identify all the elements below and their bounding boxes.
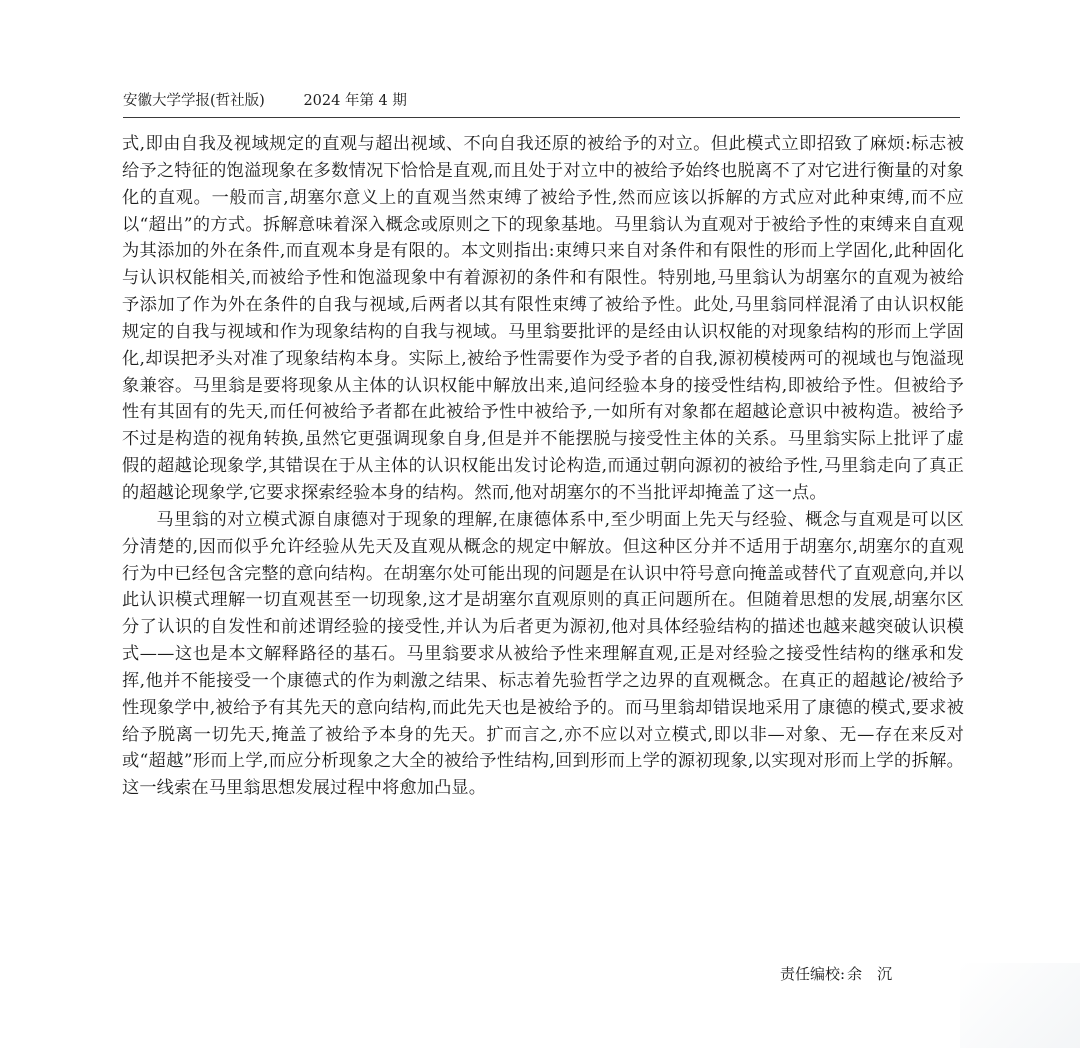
scan-shadow [960,963,1080,1048]
article-body [122,131,964,802]
journal-name: 安徽大学学报(哲社版) [123,93,265,109]
issue-label: 2024 年第 4 期 [303,93,407,109]
editor-name: 余 沉 [847,965,893,983]
editor-credit [780,963,892,985]
editor-label: 责任编校: [780,965,846,983]
running-header [123,91,960,118]
body-paragraph-continued: 式,即由自我及视域规定的直观与超出视域、不向自我还原的被给予的对立。但此模式立即招致了麻烦:标志被给予之特征的饱溢现象在多数情况下恰恰是直观,而且处于对立中的被给予始终也脱离不了对它进行衡量的对象化的直观。一般而言,胡塞尔意义上的直观当然束缚了被给予性,然而应该以拆解的方式应对此种束缚,而不应以“超出”的方式。拆解意味着深入概念或原则之下的现象基地。马里翁认为直观对于被给予性的束缚来自直观为其添加的外在条件,而直观本身是有限的。本文则指出:束缚只来自对条件和有限性的形而上学固化,此种固化与认识权能相关,而被给予性和饱溢现象中有着源初的条件和有限性。特别地,马里翁认为胡塞尔的直观为被给予添加了作为外在条件的自我与视域,后两者以其有限性束缚了被给予性。此处,马里翁同样混淆了由认识权能规定的自我与视域和作为现象结构的自我与视域。马里翁要批评的是经由认识权能的对现象结构的形而上学固化,却误把矛头对准了现象结构本身。实际上,被给予性需要作为受予者的自我,源初模棱两可的视域也与饱溢现象兼容。马里翁是要将现象从主体的认识权能中解放出来,追问经验本身的接受性结构,即被给予性。但被给予性有其固有的先天,而任何被给予者都在此被给予性中被给予,一如所有对象都在超越论意识中被构造。被给予不过是构造的视角转换,虽然它更强调现象自身,但是并不能摆脱与接受性主体的关系。马里翁实际上批评了虚假的超越论现象学,其错误在于从主体的认识权能出发讨论构造,而通过朝向源初的被给予性,马里翁走向了真正的超越论现象学,它要求探索经验本身的结构。然而,他对胡塞尔的不当批评却掩盖了这一点。 [122,134,964,503]
body-paragraph: 马里翁的对立模式源自康德对于现象的理解,在康德体系中,至少明面上先天与经验、概念与直观是可以区分清楚的,因而似乎允许经验从先天及直观从概念的规定中解放。但这种区分并不适用于胡塞尔,胡塞尔的直观行为中已经包含完整的意向结构。在胡塞尔处可能出现的问题是在认识中符号意向掩盖或替代了直观意向,并以此认识模式理解一切直观甚至一切现象,这才是胡塞尔直观原则的真正问题所在。但随着思想的发展,胡塞尔区分了认识的自发性和前述谓经验的接受性,并认为后者更为源初,他对具体经验结构的描述也越来越突破认识模式——这也是本文解释路径的基石。马里翁要求从被给予性来理解直观,正是对经验之接受性结构的继承和发挥,他并不能接受一个康德式的作为刺激之结果、标志着先验哲学之边界的直观概念。在真正的超越论/被给予性现象学中,被给予有其先天的意向结构,而此先天也是被给予的。而马里翁却错误地采用了康德的模式,要求被给予脱离一切先天,掩盖了被给予本身的先天。扩而言之,亦不应以对立模式,即以非—对象、无—存在来反对或“超越”形而上学,而应分析现象之大全的被给予性结构,回到形而上学的源初现象,以实现对形而上学的拆解。这一线索在马里翁思想发展过程中将愈加凸显。 [122,509,964,799]
